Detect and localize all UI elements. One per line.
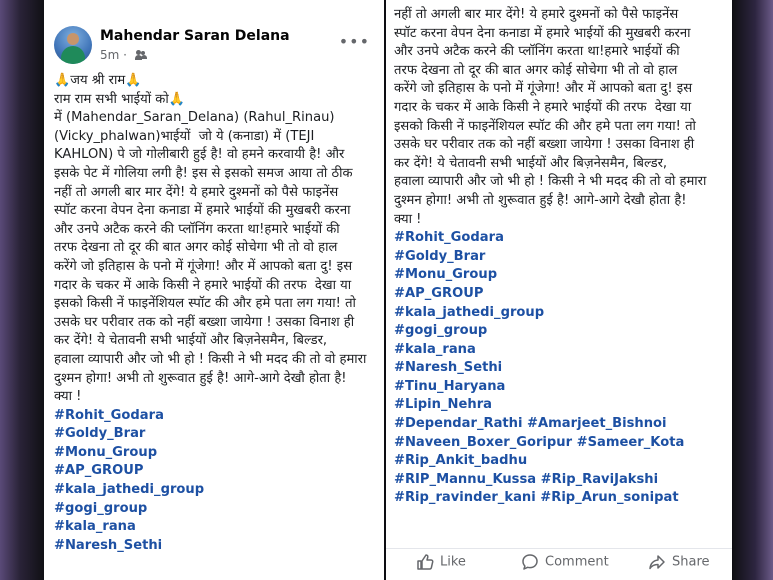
hashtag-line[interactable]: #Monu_Group: [394, 267, 498, 283]
post-panel-right: [386, 0, 732, 580]
speech-bubble-icon: [521, 553, 539, 571]
avatar-head-shape: [67, 33, 79, 45]
right-screen-edge: [733, 0, 773, 580]
post-panel-left: [44, 0, 384, 580]
hashtag-line[interactable]: #Rohit_Godara: [394, 230, 504, 246]
hashtag-line[interactable]: #gogi_group: [54, 500, 148, 516]
post-text: 🙏जय श्री राम🙏 राम राम सभी भाईयों को🙏 में (Mahendar_Saran_Delana) (Rahul_Rinau) (Vicky_phalwan)भाईयों जो ये (कनाडा) में (TEJI KAHLON) पे जो गोलीबारी हुई है! वो हमने करवायी है! और इसके पेट में गोलिया लगी है! इस से इसको समज आया तो ठीक नहीं तो अगली बार मार देंगे! ये हमारे दुश्मनों को पैसे फाइनेंस स्पॉट करना वेपन देना कनाडा में हमारे भाईयों की मुखबरी करना और उनपे अटैक करने की प्लॉनिंग करता था!हमारे भाईयों की तरफ देखना तो दूर की बात अगर कोई सोचेगा भी तो वो हाल करेंगे जो इतिहास के पनो में गूंजेगा! और में आपको बता दु! इस गदार के चकर में आके किसी ने हमारे भाईयों की तरफ देखा या इसको किसी नें फाइनेंशियल स्पॉट की और हमे पता लग गया! तो उसके घर परीवार तक को नहीं बख्शा जायेगा ! उसका विनाश ही कर देंगे! ये चेतावनी सभी भाईयों और बिज़नेसमैन, बिल्डर, हवाला व्यापारी और जो भी हो ! किसी ने भी मदद की तो वो हमारा दुश्मन होगा! अभी तो शुरूवात हुई है! आगे-आगे देखौ होता है! क्या !: [54, 73, 367, 405]
comment-label: Comment: [545, 554, 609, 570]
hashtag-line[interactable]: #Lipin_Nehra: [394, 397, 492, 413]
hashtag-line[interactable]: #Rohit_Godara: [54, 407, 164, 423]
author-name[interactable]: Mahendar Saran Delana: [100, 28, 290, 44]
hashtag-line[interactable]: #Naveen_Boxer_Goripur #Sameer_Kota: [394, 434, 685, 450]
hashtag-line[interactable]: #RIP_Mannu_Kussa #Rip_RaviJakshi: [394, 471, 659, 487]
hashtag-line[interactable]: #kala_jathedi_group: [54, 482, 205, 498]
post-meta: [100, 48, 147, 62]
share-label: Share: [672, 554, 710, 570]
share-arrow-icon: [648, 553, 666, 571]
hashtag-line[interactable]: #Goldy_Brar: [54, 426, 146, 442]
hashtag-line[interactable]: #Dependar_Rathi #Amarjeet_Bishnoi: [394, 416, 667, 432]
avatar[interactable]: [54, 26, 92, 64]
share-button[interactable]: [648, 553, 710, 571]
comment-button[interactable]: [521, 553, 609, 571]
hashtag-line[interactable]: #Naresh_Sethi: [394, 360, 503, 376]
hashtag-line[interactable]: #gogi_group: [394, 323, 488, 339]
left-screen-edge: [0, 0, 44, 580]
hashtag-list: [54, 408, 204, 553]
hashtag-line[interactable]: #Monu_Group: [54, 444, 158, 460]
hashtag-line[interactable]: #Rip_Ankit_badhu: [394, 453, 528, 469]
friends-people-icon: [135, 50, 147, 60]
post-time[interactable]: 5m: [100, 48, 120, 62]
hashtag-list: [394, 230, 684, 505]
hashtag-line[interactable]: #Tinu_Haryana: [394, 378, 506, 394]
hashtag-line[interactable]: #Rip_ravinder_kani #Rip_Arun_sonipat: [394, 490, 679, 506]
post-body-continued: [394, 6, 728, 508]
avatar-body-shape: [61, 46, 85, 64]
like-label: Like: [440, 554, 466, 570]
hashtag-line[interactable]: #Goldy_Brar: [394, 248, 486, 264]
hashtag-line[interactable]: #kala_rana: [394, 341, 476, 357]
post-header: [44, 24, 384, 68]
thumbs-up-icon: [416, 553, 434, 571]
meta-separator: ·: [123, 48, 131, 62]
more-options-icon[interactable]: •••: [338, 32, 370, 51]
post-body: [54, 72, 374, 555]
hashtag-line[interactable]: #Naresh_Sethi: [54, 537, 163, 553]
post-actions-bar: [386, 548, 732, 577]
hashtag-line[interactable]: #AP_GROUP: [394, 285, 484, 301]
hashtag-line[interactable]: #AP_GROUP: [54, 463, 144, 479]
hashtag-line[interactable]: #kala_jathedi_group: [394, 304, 545, 320]
hashtag-line[interactable]: #kala_rana: [54, 519, 136, 535]
post-text: नहीं तो अगली बार मार देंगे! ये हमारे दुश्मनों को पैसे फाइनेंस स्पॉट करना वेपन देना कनाडा में हमारे भाईयों की मुखबरी करना और उनपे अटैक करने की प्लॉनिंग करता था!हमारे भाईयों की तरफ देखना तो दूर की बात अगर कोई सोचेगा भी तो वो हाल करेंगे जो इतिहास के पनो में गूंजेगा! और में आपको बता दु! इस गदार के चकर में आके किसी ने हमारे भाईयों की तरफ देखा या इसको किसी नें फाइनेंशियल स्पॉट की और हमे पता लग गया! तो उसके घर परीवार तक को नहीं बख्शा जायेगा ! उसका विनाश ही कर देंगे! ये चेतावनी सभी भाईयों और बिज़नेसमैन, बिल्डर, हवाला व्यापारी और जो भी हो ! किसी ने भी मदद की तो वो हमारा दुश्मन होगा! अभी तो शुरूवात हुई है! आगे-आगे देखौ होता है! क्या !: [394, 7, 707, 227]
like-button[interactable]: [416, 553, 466, 571]
